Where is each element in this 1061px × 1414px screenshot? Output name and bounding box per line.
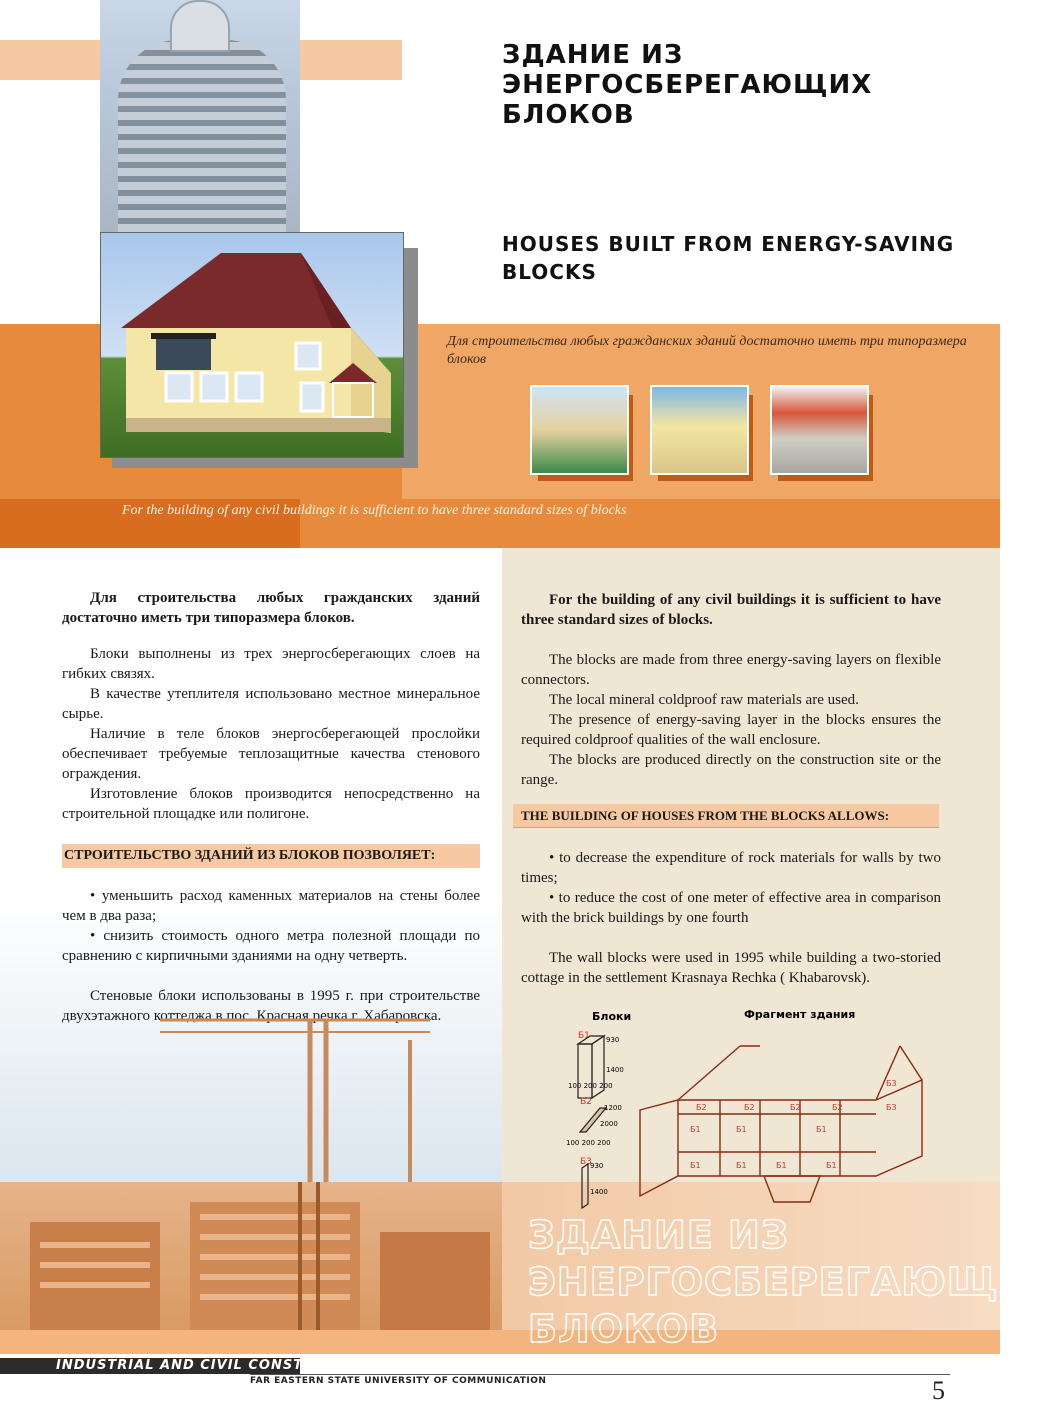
fragment-b1-6: Б1: [776, 1161, 787, 1170]
big-title-line-2: ЭНЕРГОСБЕРЕГАЮЩИХ: [528, 1260, 1061, 1304]
crane-silhouette: [100, 1000, 500, 1182]
ru-paragraph-2: В качестве утеплителя использовано местное минеральное сырье.: [62, 686, 480, 722]
building-fragment: [640, 1046, 922, 1202]
fragment-b2-3: Б2: [790, 1103, 801, 1112]
band-caption-ru: Для строительства любых гражданских зданий достаточно иметь три типоразмера блоков: [447, 334, 967, 367]
ru-paragraph-1: Блоки выполнены из трех энергосберегающих слоев на гибких связях.: [62, 646, 480, 682]
en-paragraph-1: The blocks are made from three energy-saving layers on flexible connectors.: [521, 652, 941, 688]
block-b2-dim-1200: 1200: [604, 1104, 622, 1112]
block-b3-dim-930: 930: [590, 1162, 604, 1170]
en-paragraph-4: The blocks are produced directly on the construction site or the range.: [521, 752, 941, 788]
fragment-b1-4: Б1: [690, 1161, 701, 1170]
english-benefits: [521, 848, 941, 988]
en-bullet-2: • to reduce the cost of one meter of effective area in comparison with the brick buildings by one fourth: [521, 890, 941, 926]
big-title-line-1: ЗДАНИЕ ИЗ: [528, 1213, 789, 1257]
fragment-b2-2: Б2: [744, 1103, 755, 1112]
tower-dome: [170, 0, 230, 52]
ru-paragraph-3: Наличие в теле блоков энергосберегающей прослойки обеспечивает требуемые теплозащитные качества стенового ограждения.: [62, 726, 480, 782]
photo-shadow: [402, 248, 418, 468]
block-b1-label: Б1: [578, 1031, 590, 1041]
fragment-b2-4: Б2: [832, 1103, 843, 1112]
diagram-label-blocks: Блоки: [592, 1010, 632, 1023]
ru-paragraph-5: Стеновые блоки использованы в 1995 г. при строительстве двухэтажного коттеджа в пос. Красная речка г. Хабаровска.: [62, 988, 480, 1024]
fragment-b1-2: Б1: [736, 1125, 747, 1134]
diagram-label-fragment: Фрагмент здания: [744, 1008, 856, 1021]
fragment-b2-1: Б2: [696, 1103, 707, 1112]
block-b1-dims: 100 200 200: [568, 1082, 613, 1090]
page-number: 5: [932, 1376, 945, 1405]
en-bullet-1: • to decrease the expenditure of rock materials for walls by two times;: [521, 850, 941, 886]
bottom-construction-photo: [0, 1182, 502, 1330]
block-b1-dim-1400: 1400: [606, 1066, 624, 1074]
thumb-house-garage: [770, 385, 869, 475]
ru-lead: Для строительства любых гражданских зданий достаточно иметь три типоразмера блоков.: [62, 590, 480, 626]
bottom-big-title: [528, 1212, 1061, 1353]
thumb-house-balcony: [650, 385, 749, 475]
en-lead: For the building of any civil buildings it is sufficient to have three standard sizes of blocks.: [521, 592, 941, 628]
english-text-column: [521, 590, 941, 790]
fragment-b3-1: Б3: [886, 1079, 897, 1088]
ru-bullet-2: • снизить стоимость одного метра полезной площади по сравнению с кирпичными зданиями на одну четверть.: [62, 928, 480, 964]
block-b2-label: Б2: [580, 1097, 592, 1107]
blocks-diagram: [560, 1006, 960, 1216]
page-title-ru: ЗДАНИЕ ИЗ ЭНЕРГОСБЕРЕГАЮЩИХ БЛОКОВ: [502, 40, 873, 130]
fragment-b3-2: Б3: [886, 1103, 897, 1112]
band-caption-en: For the building of any civil buildings it is sufficient to have three standard sizes of blocks: [122, 503, 627, 518]
fragment-b1-5: Б1: [736, 1161, 747, 1170]
block-b3-shape: [582, 1164, 588, 1208]
en-highlight-heading: THE BUILDING OF HOUSES FROM THE BLOCKS ALLOWS:: [513, 804, 939, 828]
tower-facade: [118, 40, 286, 232]
ru-paragraph-4: Изготовление блоков производится непосредственно на строительной площадке или полигоне.: [62, 786, 480, 822]
big-title-line-3: БЛОКОВ: [528, 1307, 720, 1351]
footer-divider: [250, 1374, 950, 1375]
fragment-b1-7: Б1: [826, 1161, 837, 1170]
block-b2-dims: 100 200 200: [566, 1139, 611, 1147]
block-b3-dim-1400: 1400: [590, 1188, 608, 1196]
fragment-b1-1: Б1: [690, 1125, 701, 1134]
ru-highlight-heading: СТРОИТЕЛЬСТВО ЗДАНИЙ ИЗ БЛОКОВ ПОЗВОЛЯЕТ:: [62, 844, 480, 868]
construction-illustration: [0, 1182, 502, 1330]
cottage-illustration: [101, 233, 403, 457]
en-paragraph-2: The local mineral coldproof raw materials are used.: [549, 692, 859, 708]
cottage-render: [100, 232, 404, 458]
ru-bullet-1: • уменьшить расход каменных материалов на стены более чем в два раза;: [62, 888, 480, 924]
footer-university: FAR EASTERN STATE UNIVERSITY OF COMMUNICATION: [250, 1376, 547, 1386]
page-title-en: HOUSES BUILT FROM ENERGY-SAVING BLOCKS: [502, 232, 955, 284]
block-b3-label: Б3: [580, 1157, 592, 1167]
fragment-b1-3: Б1: [816, 1125, 827, 1134]
footer-section-title: INDUSTRIAL AND CIVIL CONSTRUCTION: [56, 1358, 376, 1373]
thumb-house-cutaway: [530, 385, 629, 475]
en-paragraph-3: The presence of energy-saving layer in the blocks ensures the required coldproof qualities of the wall enclosure.: [521, 712, 941, 748]
block-b1-dim-930: 930: [606, 1036, 620, 1044]
russian-text-column: [62, 588, 480, 824]
en-paragraph-5: The wall blocks were used in 1995 while building a two-storied cottage in the settlement Krasnaya Rechka ( Khabarovsk).: [521, 950, 941, 986]
block-b2-dim-2000: 2000: [600, 1120, 618, 1128]
